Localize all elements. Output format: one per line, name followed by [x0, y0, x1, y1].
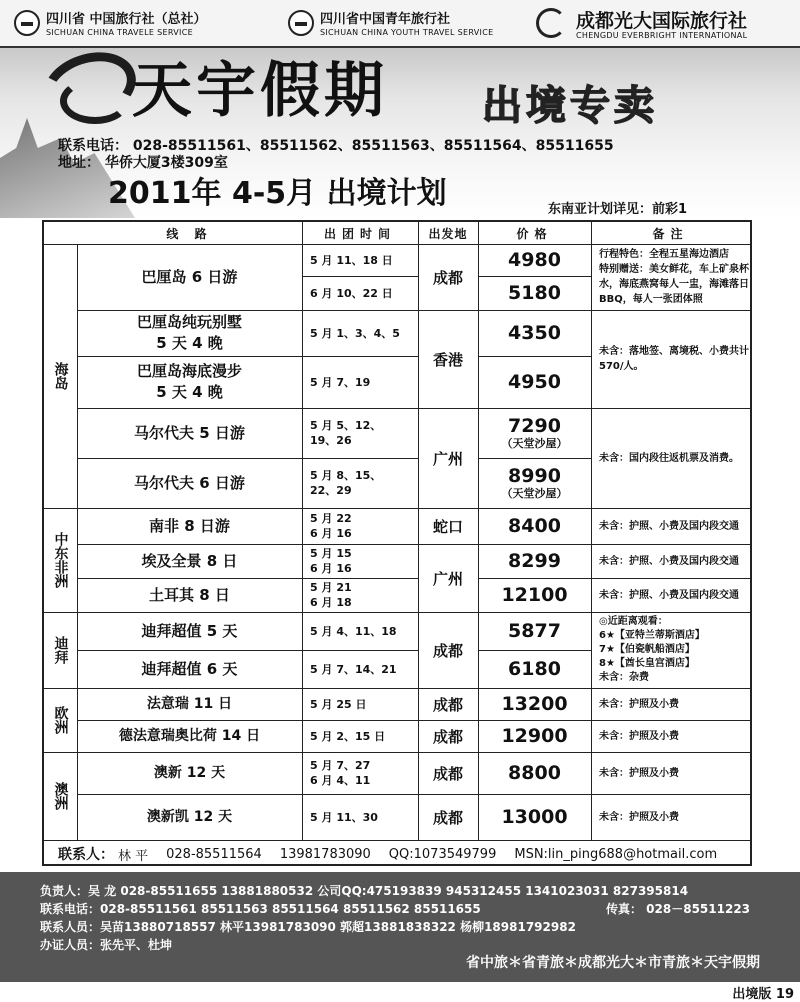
route-name: 巴厘岛纯玩别墅 5 天 4 晚: [136, 313, 242, 352]
price-cell: [478, 508, 591, 544]
header-phone: 联系电话： 028-85511561、85511562、85511563、85511564、85511655: [58, 138, 614, 154]
origin-city: 成都: [432, 695, 463, 714]
route-name: 澳新 12 天: [153, 764, 226, 781]
note-line: 未含：落地签、离境税、小费共计: [599, 346, 749, 357]
note-line: BBQ，每人一张团体照: [599, 294, 703, 305]
region-middle-east-africa: 中东非洲: [52, 532, 69, 588]
logo-name: 成都光大国际旅行社: [576, 10, 748, 32]
price-cell: [478, 794, 591, 840]
route-name: 德法意瑞奥比荷 14 日: [118, 727, 261, 744]
price-value: 8990: [508, 465, 561, 487]
grid-line: [478, 650, 591, 651]
price-cell: [478, 688, 591, 720]
contact-phone: 028-85511564: [166, 846, 262, 862]
price-value: 12900: [501, 725, 568, 747]
dragon-tail-icon: [60, 78, 130, 124]
grid-line: [77, 720, 750, 721]
note-line: 未含：护照、小费及国内段交通: [599, 555, 739, 567]
footer-staff-line: 联系人员：吴苗13880718557 林平13981783090 郭超13881838322 杨柳18981792982: [40, 920, 576, 934]
note-europe-1: [591, 688, 750, 720]
header-notes: 备注: [652, 226, 689, 241]
route-name: 南非 8 日游: [149, 516, 230, 535]
grid-line: [478, 356, 591, 357]
note-australia-2: [591, 794, 750, 840]
price-cell: [478, 578, 591, 612]
route-name: 马尔代夫 5 日游: [134, 423, 245, 442]
price-cell: [478, 244, 591, 276]
price-value: 4980: [508, 249, 561, 271]
logo-english: SICHUAN CHINA TRAVELE SERVICE: [46, 28, 193, 37]
price-cell: [478, 276, 591, 310]
sichuan-cts-logo: [14, 6, 264, 44]
grid-line: [77, 244, 78, 840]
departure-date: 5 月 22 6 月 16: [310, 512, 352, 540]
grid-line: [77, 408, 750, 409]
page-label: 出境版 19: [732, 987, 794, 1002]
grid-line: [44, 752, 750, 753]
price-value: 13000: [501, 806, 568, 828]
grid-line: [44, 244, 750, 245]
departure-date: 5 月 25 日: [310, 697, 367, 711]
note-line: 特别赠送：美女鲜花，车上矿泉杯: [599, 264, 749, 275]
footer-contacts: [0, 872, 800, 982]
note-line: 未含：护照及小费: [599, 767, 679, 779]
note-line: 水，海底燕窝每人一盅，海滩落日: [599, 279, 749, 290]
route-name: 澳新凯 12 天: [146, 808, 233, 825]
brand-subtitle: 出境专卖: [482, 83, 658, 129]
logo-name: 四川省中国青年旅行社: [320, 12, 451, 27]
departure-date: 6 月 10、22 日: [310, 286, 393, 300]
region-islands: 海岛: [52, 362, 69, 390]
note-line: 7★【伯瓷帆船酒店】: [599, 644, 695, 655]
price-value: 8400: [508, 515, 561, 537]
sichuan-cyts-logo: [288, 6, 528, 44]
price-cell: [478, 752, 591, 794]
contact-mobile: 13981783090: [279, 846, 371, 862]
price-cell: [478, 612, 591, 650]
note-dubai: [591, 612, 750, 688]
departure-date: 5 月 7、19: [310, 375, 371, 389]
departure-date: 5 月 1、3、4、5: [310, 326, 400, 340]
route-name: 法意瑞 11 日: [146, 695, 233, 712]
grid-line: [418, 222, 419, 840]
logo-english: CHENGDU EVERBRIGHT INTERNATIONAL: [576, 31, 748, 40]
header-route: 线 路: [166, 226, 213, 241]
price-cell: [478, 544, 591, 578]
footer-visa-line: 办证人员：张先平、杜坤: [40, 938, 173, 952]
grid-line: [77, 650, 418, 651]
plan-note: 东南亚计划详见：前彩1: [548, 202, 688, 217]
route-name: 埃及全景 8 日: [141, 551, 238, 570]
route-name: 迪拜超值 6 天: [141, 659, 238, 678]
everbright-swirl-icon: [536, 8, 566, 38]
note-line: 未含：护照及小费: [599, 730, 679, 742]
price-value: 7290: [508, 415, 561, 437]
price-value: 6180: [508, 658, 561, 680]
price-cell: [478, 458, 591, 508]
footer-slogan: 省中旅＊省青旅＊成都光大＊市青旅＊天宇假期: [466, 955, 760, 971]
grid-line: [478, 578, 750, 579]
contact-name: 林 平: [118, 848, 149, 864]
cyts-emblem-icon: [288, 10, 314, 36]
grid-line: [478, 276, 591, 277]
grid-line: [478, 222, 479, 840]
grid-line: [77, 356, 418, 357]
table-contact-row: [44, 842, 750, 866]
note-line: ◎近距离观看：: [599, 616, 668, 627]
route-name: 土耳其 8 日: [149, 585, 230, 604]
note-maldives: [591, 408, 750, 508]
route-name: 马尔代夫 6 日游: [134, 473, 245, 492]
price-value: 5180: [508, 282, 561, 304]
logo-name: 四川省 中国旅行社（总社）: [46, 12, 207, 27]
price-value: 4950: [508, 371, 561, 393]
header-banner: [0, 48, 800, 220]
note-line: 570/人。: [599, 361, 644, 372]
note-south-africa: [591, 508, 750, 544]
note-line: 8★【酋长皇宫酒店】: [599, 658, 695, 669]
region-dubai: 迪拜: [52, 636, 69, 664]
price-cell: [478, 408, 591, 458]
grid-line: [44, 840, 750, 841]
price-note: （天堂沙屋）: [501, 437, 568, 450]
departure-date: 5 月 11、30: [310, 810, 378, 824]
origin-city: 广州: [432, 449, 463, 468]
grid-line: [302, 222, 303, 840]
price-cell: [478, 720, 591, 752]
departure-date: 5 月 5、12、 19、26: [310, 419, 382, 447]
note-line: 未含：国内段往返机票及消费。: [599, 452, 739, 464]
origin-city: 广州: [432, 569, 463, 588]
header-origin: 出发地: [428, 226, 468, 241]
price-value: 5877: [508, 620, 561, 642]
price-value: 8800: [508, 762, 561, 784]
cts-emblem-icon: [14, 10, 40, 36]
departure-date: 5 月 4、11、18: [310, 624, 397, 638]
grid-line: [44, 612, 750, 613]
contact-qq: QQ:1073549799: [388, 846, 497, 862]
grid-line: [44, 688, 750, 689]
departure-date: 5 月 15 6 月 16: [310, 547, 352, 575]
departure-date: 5 月 7、27 6 月 4、11: [310, 759, 371, 787]
note-bali6: [591, 244, 750, 310]
price-value: 8299: [508, 550, 561, 572]
route-name: 迪拜超值 5 天: [141, 621, 238, 640]
origin-city: 成都: [432, 764, 463, 783]
grid-line: [302, 276, 418, 277]
header-address: 地址： 华侨大厦3楼309室: [58, 155, 228, 171]
departure-date: 5 月 8、15、 22、29: [310, 469, 382, 497]
price-value: 4350: [508, 322, 561, 344]
note-europe-2: [591, 720, 750, 752]
contact-msn: MSN:lin_ping688@hotmail.com: [514, 846, 718, 862]
region-australia: 澳洲: [52, 782, 69, 810]
grid-line: [77, 310, 750, 311]
plan-title: 2011年 4-5月 出境计划: [108, 176, 447, 211]
departure-date: 5 月 7、14、21: [310, 662, 397, 676]
everbright-logo: [536, 6, 786, 44]
price-cell: [478, 310, 591, 356]
note-line: 未含：护照及小费: [599, 698, 679, 710]
note-turkey: [591, 578, 750, 612]
price-value: 13200: [501, 693, 568, 715]
tour-table: [42, 220, 752, 866]
brand-title: 天宇假期: [132, 56, 388, 126]
grid-line: [77, 458, 418, 459]
departure-date: 5 月 2、15 日: [310, 729, 386, 743]
region-europe: 欧洲: [52, 706, 69, 734]
origin-city: 成都: [432, 641, 463, 660]
footer-phone-line: 联系电话：028-85511561 85511563 85511564 85511562 85511655: [40, 902, 481, 916]
note-line: 未含：护照、小费及国内段交通: [599, 589, 739, 601]
origin-city: 成都: [432, 727, 463, 746]
grid-line: [77, 794, 750, 795]
note-australia-1: [591, 752, 750, 794]
footer-manager-line: 负责人：吴 龙 028-85511655 13881880532 公司QQ:475193839 945312455 1341023031 827395814: [40, 884, 689, 898]
origin-city: 成都: [432, 268, 463, 287]
grid-line: [478, 458, 591, 459]
footer-fax: 传真： 028－85511223: [606, 902, 751, 916]
departure-date: 5 月 11、18 日: [310, 253, 393, 267]
contact-label: 联系人：: [58, 847, 114, 863]
note-egypt: [591, 544, 750, 578]
origin-city: 蛇口: [432, 517, 463, 536]
route-name: 巴厘岛 6 日游: [141, 267, 238, 286]
grid-line: [77, 578, 418, 579]
price-cell: [478, 356, 591, 408]
note-bali-hk: [591, 310, 750, 408]
note-line: 未含：护照及小费: [599, 811, 679, 823]
price-value: 12100: [501, 584, 568, 606]
logo-strip: [0, 0, 800, 48]
grid-line: [44, 508, 750, 509]
grid-line: [591, 222, 592, 840]
origin-city: 成都: [432, 808, 463, 827]
note-line: 6★【亚特兰蒂斯酒店】: [599, 630, 705, 641]
route-name: 巴厘岛海底漫步 5 天 4 晚: [136, 362, 242, 401]
price-cell: [478, 650, 591, 688]
header-dates: 出团时间: [323, 226, 396, 241]
note-line: 行程特色：全程五星海边酒店: [599, 249, 729, 260]
header-price: 价格: [516, 226, 553, 241]
logo-english: SICHUAN CHINA YOUTH TRAVEL SERVICE: [320, 28, 494, 37]
departure-date: 5 月 21 6 月 18: [310, 581, 352, 609]
origin-city: 香港: [432, 350, 463, 369]
note-line: 未含：护照、小费及国内段交通: [599, 520, 739, 532]
price-note: （天堂沙屋）: [501, 487, 568, 500]
note-line: 未含：杂费: [599, 672, 649, 683]
grid-line: [77, 544, 750, 545]
